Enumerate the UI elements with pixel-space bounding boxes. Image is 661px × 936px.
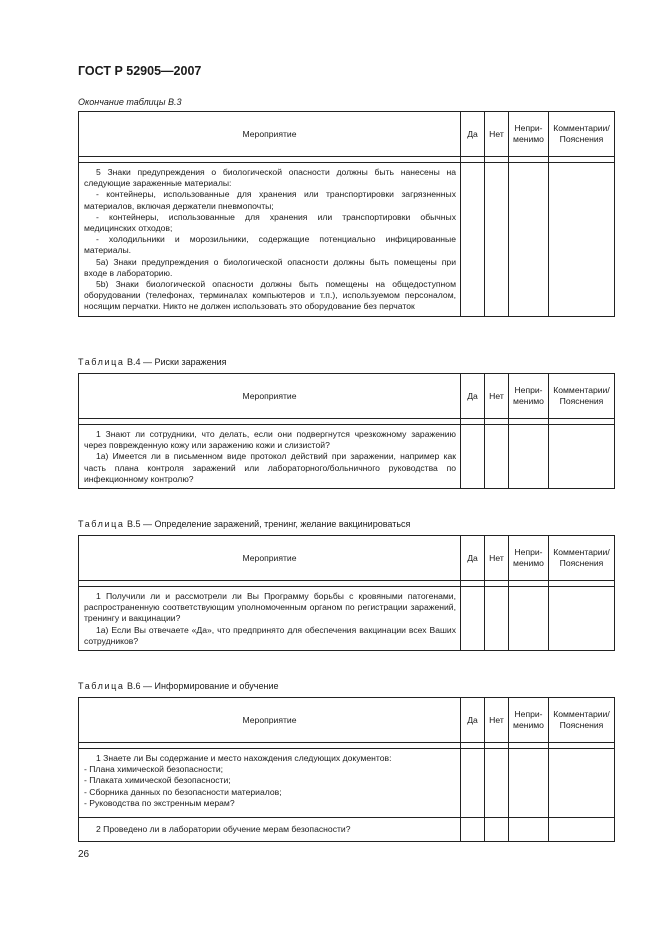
col-header-no: Нет [485,374,509,419]
table-cell-no [485,818,509,842]
table-header-row [79,112,615,157]
col-header-comments: Комментарии/ Пояснения [549,698,615,743]
col-header-comments: Комментарии/ Пояснения [549,536,615,581]
col-header-measure: Мероприятие [79,374,461,419]
table-b4 [78,373,615,489]
table-header-row [79,536,615,581]
table-cell-not-applicable [509,587,549,651]
col-header-measure: Мероприятие [79,536,461,581]
col-header-no: Нет [485,112,509,157]
table-cell-yes [461,749,485,818]
table-b3-caption: Окончание таблицы В.3 [78,97,182,107]
col-header-yes: Да [461,112,485,157]
col-header-yes: Да [461,374,485,419]
table-cell-yes [461,818,485,842]
page-number: 26 [78,849,90,860]
table-row [79,163,615,317]
table-b4-caption: Таблица В.4 — Риски заражения [78,357,227,367]
col-header-no: Нет [485,698,509,743]
table-header-row [79,374,615,419]
table-cell-no [485,587,509,651]
table-cell-comments [549,749,615,818]
col-header-not-applicable: Непри- менимо [509,536,549,581]
table-cell-yes [461,163,485,317]
col-header-not-applicable: Непри- менимо [509,698,549,743]
table-cell-not-applicable [509,818,549,842]
document-code: ГОСТ Р 52905—2007 [78,64,202,78]
table-cell-yes [461,587,485,651]
col-header-comments: Комментарии/ Пояснения [549,112,615,157]
table-cell-no [485,163,509,317]
table-cell-not-applicable [509,749,549,818]
table-cell-measure: 1 Знаете ли Вы содержание и место нахождения следующих документов: - Плана химической безопасности; - Плаката химической безопасности; - Сборника данных по безопасности материалов; - Руководства по экстренным мерам? [79,749,461,818]
table-cell-comments [549,425,615,489]
col-header-yes: Да [461,698,485,743]
table-b6 [78,697,615,842]
col-header-measure: Мероприятие [79,112,461,157]
col-header-not-applicable: Непри- менимо [509,112,549,157]
table-cell-not-applicable [509,163,549,317]
table-cell-comments [549,818,615,842]
col-header-yes: Да [461,536,485,581]
table-b3 [78,111,615,317]
table-b5 [78,535,615,651]
table-cell-comments [549,163,615,317]
table-cell-measure: 1 Знают ли сотрудники, что делать, если они подвергнутся чрезкожному заражению через поврежденную кожу или заражению кожи и слизистой? 1а) Имеется ли в письменном виде протокол действий при заражении, например как часть плана контроля заражений или лабораторного/больничного руководства по инфекционному контролю? [79,425,461,489]
table-b5-caption: Таблица В.5 — Определение заражений, тренинг, желание вакцинироваться [78,519,411,529]
table-cell-not-applicable [509,425,549,489]
table-row [79,587,615,651]
table-row [79,425,615,489]
table-cell-measure: 1 Получили ли и рассмотрели ли Вы Программу борьбы с кровяными патогенами, распространенную соответствующим уполномоченным органом по регистрации заражений, тренингу и вакцинации? 1а) Если Вы отвечаете «Да», что предпринято для обеспечения вакцинации всех Ваших сотрудников? [79,587,461,651]
table-cell-measure: 2 Проведено ли в лаборатории обучение мерам безопасности? [79,818,461,842]
col-header-not-applicable: Непри- менимо [509,374,549,419]
table-cell-no [485,749,509,818]
table-cell-comments [549,587,615,651]
col-header-measure: Мероприятие [79,698,461,743]
table-cell-measure: 5 Знаки предупреждения о биологической опасности должны быть нанесены на следующие зараженные материалы: - контейнеры, использованные для хранения или транспортировки загрязненных материалов, включая держатели пневмопочты; - контейнеры, использованные для хранения или транспортировки обычных медицинских отходов; - холодильники и морозильники, содержащие потенциально инфицированные материалы. 5а) Знаки предупреждения о биологической опасности должны быть помещены при входе в лабораторию. 5b) Знаки биологической опасности должны быть помещены на общедоступном оборудовании (телефонах, терминалах компьютеров и т.п.), используемом персоналом, носящим перчатки. Никто не должен использовать это оборудование без перчаток [79,163,461,317]
table-row [79,818,615,842]
table-header-row [79,698,615,743]
table-b6-caption: Таблица В.6 — Информирование и обучение [78,681,279,691]
table-cell-no [485,425,509,489]
table-cell-yes [461,425,485,489]
table-row [79,749,615,818]
col-header-comments: Комментарии/ Пояснения [549,374,615,419]
col-header-no: Нет [485,536,509,581]
